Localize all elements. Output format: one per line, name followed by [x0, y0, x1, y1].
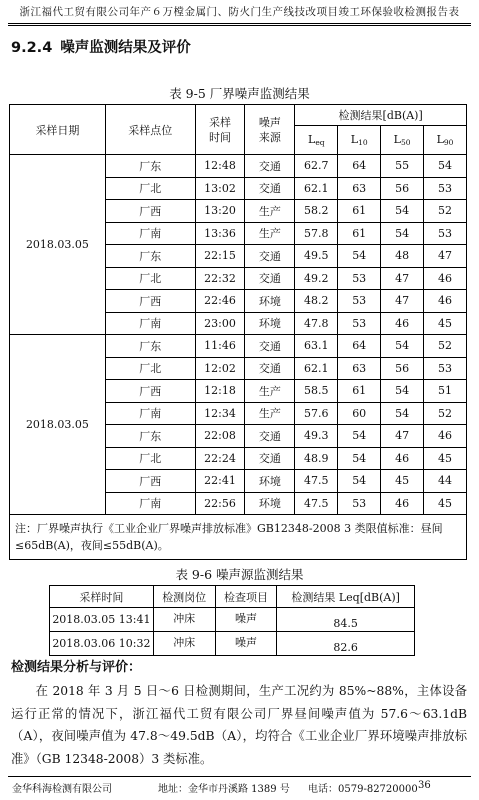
header-l10-sub: 10: [358, 138, 368, 147]
l50-cell: 46: [381, 492, 424, 515]
l50-cell: 54: [381, 335, 424, 358]
table-row: [10, 155, 467, 178]
sample-time-cell: 2018.03.06 10:32: [50, 632, 154, 656]
noise-source-cell: 交通: [245, 335, 295, 358]
noise-source-cell: 生产: [245, 200, 295, 223]
l10-cell: 53: [338, 312, 381, 335]
header-rule-thin: [8, 25, 471, 26]
l90-cell: 44: [424, 470, 467, 493]
header-result: 检测结果 Leq[dB(A)]: [277, 586, 415, 608]
header-l10-main: L: [350, 133, 359, 146]
page-footer: [8, 780, 471, 796]
footer-address: 地址：金华市丹溪路 1389 号: [158, 784, 290, 795]
sample-point-cell: 厂东: [105, 425, 195, 448]
leq-cell: 49.3: [295, 425, 338, 448]
detection-post-cell: 冲床: [153, 632, 215, 656]
header-noise-source-line1: 噪声: [258, 115, 281, 129]
sample-point-cell: 厂西: [105, 290, 195, 313]
sample-point-cell: 厂北: [105, 447, 195, 470]
sample-point-cell: 厂南: [105, 492, 195, 515]
l90-cell: 53: [424, 357, 467, 380]
sample-point-cell: 厂西: [105, 380, 195, 403]
sample-time-cell: 22:41: [195, 470, 245, 493]
l50-cell: 56: [381, 357, 424, 380]
leq-cell: 57.6: [295, 402, 338, 425]
table-row: [50, 608, 415, 632]
sample-time-cell: 22:56: [195, 492, 245, 515]
l50-cell: 54: [381, 200, 424, 223]
table-row: [10, 335, 467, 358]
l50-cell: 54: [381, 380, 424, 403]
l50-cell: 47: [381, 425, 424, 448]
l50-cell: 46: [381, 447, 424, 470]
l10-cell: 54: [338, 425, 381, 448]
leq-cell: 58.5: [295, 380, 338, 403]
header-l10: [338, 126, 381, 155]
noise-source-cell: 交通: [245, 245, 295, 268]
sample-point-cell: 厂北: [105, 267, 195, 290]
sample-point-cell: 厂北: [105, 177, 195, 200]
header-detection-post: 检测岗位: [153, 586, 215, 608]
l10-cell: 54: [338, 245, 381, 268]
header-noise-source-line2: 来源: [258, 130, 281, 144]
sample-time-cell: 13:02: [195, 177, 245, 200]
sample-time-cell: 13:20: [195, 200, 245, 223]
sample-time-cell: 12:18: [195, 380, 245, 403]
footer-page-number: 36: [418, 780, 431, 791]
sample-point-cell: 厂西: [105, 200, 195, 223]
sample-time-cell: 2018.03.05 13:41: [50, 608, 154, 632]
noise-source-cell: 生产: [245, 402, 295, 425]
result-cell: 84.5: [277, 608, 415, 632]
l10-cell: 54: [338, 447, 381, 470]
page-header: 浙江福代工贸有限公司年产６万樘金属门、防火门生产线技改项目竣工环保验收检测报告表: [19, 6, 460, 18]
sample-time-cell: 12:48: [195, 155, 245, 178]
noise-boundary-table: [9, 104, 467, 560]
l10-cell: 53: [338, 267, 381, 290]
section-heading: [11, 36, 191, 57]
sample-time-cell: 22:15: [195, 245, 245, 268]
leq-cell: 57.8: [295, 222, 338, 245]
detection-post-cell: 冲床: [153, 608, 215, 632]
sample-point-cell: 厂南: [105, 402, 195, 425]
sample-point-cell: 厂东: [105, 335, 195, 358]
noise-source-cell: 环境: [245, 290, 295, 313]
l90-cell: 45: [424, 447, 467, 470]
l50-cell: 54: [381, 402, 424, 425]
sample-time-cell: 12:34: [195, 402, 245, 425]
sample-time-cell: 22:46: [195, 290, 245, 313]
noise-source-cell: 交通: [245, 425, 295, 448]
noise-source-cell: 交通: [245, 177, 295, 200]
noise-source-cell: 交通: [245, 155, 295, 178]
l10-cell: 53: [338, 492, 381, 515]
l50-cell: 46: [381, 312, 424, 335]
l90-cell: 52: [424, 335, 467, 358]
l90-cell: 53: [424, 177, 467, 200]
table2-caption: 表 9-6 噪声源监测结果: [175, 567, 304, 582]
footer-rule: [8, 776, 471, 777]
noise-source-cell: 交通: [245, 267, 295, 290]
l10-cell: 63: [338, 177, 381, 200]
leq-cell: 49.5: [295, 245, 338, 268]
sample-point-cell: 厂东: [105, 245, 195, 268]
sample-point-cell: 厂南: [105, 222, 195, 245]
l90-cell: 47: [424, 245, 467, 268]
l90-cell: 52: [424, 200, 467, 223]
result-cell: 82.6: [277, 632, 415, 656]
leq-cell: 47.5: [295, 492, 338, 515]
table1-caption: 表 9-5 厂界噪声监测结果: [169, 86, 310, 101]
header-noise-source: [245, 105, 295, 155]
header-l50-sub: 50: [400, 138, 411, 147]
header-check-item: 检查项目: [215, 586, 277, 608]
header-l90-main: L: [436, 133, 444, 146]
sample-point-cell: 厂北: [105, 357, 195, 380]
noise-source-cell: 交通: [245, 447, 295, 470]
l10-cell: 61: [338, 200, 381, 223]
table1-note: 注：厂界噪声执行《工业企业厂界噪声排放标准》GB12348-2008 3 类限值标准：昼间≤65dB(A)，夜间≤55dB(A)。: [10, 515, 467, 560]
header-l90: [424, 126, 467, 155]
noise-source-cell: 生产: [245, 380, 295, 403]
header-sample-point: 采样点位: [105, 105, 195, 155]
analysis-heading: 检测结果分析与评价：: [11, 660, 142, 675]
header-sample-time: [195, 105, 245, 155]
l90-cell: 52: [424, 402, 467, 425]
leq-cell: 62.1: [295, 177, 338, 200]
l10-cell: 53: [338, 290, 381, 313]
l50-cell: 54: [381, 222, 424, 245]
l90-cell: 53: [424, 222, 467, 245]
footer-company: 金华科海检测有限公司: [12, 784, 112, 795]
check-item-cell: 噪声: [215, 608, 277, 632]
sample-date-cell: 2018.03.05: [10, 155, 106, 335]
l50-cell: 55: [381, 155, 424, 178]
header-leq-main: L: [308, 133, 316, 146]
sample-time-cell: 22:08: [195, 425, 245, 448]
noise-source-cell: 环境: [245, 312, 295, 335]
header-sample-date: 采样日期: [10, 105, 106, 155]
l10-cell: 64: [338, 155, 381, 178]
noise-source-cell: 交通: [245, 357, 295, 380]
leq-cell: 47.5: [295, 470, 338, 493]
leq-cell: 63.1: [295, 335, 338, 358]
l90-cell: 46: [424, 267, 467, 290]
header-sample-time-line2: 时间: [209, 130, 232, 144]
header-leq-sub: eq: [315, 138, 325, 147]
l90-cell: 46: [424, 425, 467, 448]
analysis-body: [11, 680, 467, 770]
sample-time-cell: 13:36: [195, 222, 245, 245]
header-sample-time-line1: 采样: [209, 115, 232, 129]
l90-cell: 45: [424, 492, 467, 515]
analysis-paragraph: 在 2018 年 3 月 5 日～6 日检测期间，生产工况约为 85%~88%，主体设备运行正常的情况下，浙江福代工贸有限公司厂界昼间噪声值为 57.6～63.1dB（A），夜间噪声值为 47.8～49.5dB（A），均符合《工业企业厂界环境噪声排放标准》（GB 12348-2008）3 类标准。: [11, 684, 467, 766]
l90-cell: 54: [424, 155, 467, 178]
l90-cell: 45: [424, 312, 467, 335]
l90-cell: 51: [424, 380, 467, 403]
l10-cell: 54: [338, 470, 381, 493]
table-row: [50, 632, 415, 656]
section-title: 噪声监测结果及评价: [60, 40, 191, 56]
footer-phone: 电话：0579-82720000: [308, 784, 418, 795]
header-rule: [8, 23, 471, 24]
l50-cell: 56: [381, 177, 424, 200]
noise-source-table: [49, 585, 415, 656]
noise-source-cell: 环境: [245, 470, 295, 493]
l50-cell: 48: [381, 245, 424, 268]
leq-cell: 48.9: [295, 447, 338, 470]
leq-cell: 58.2: [295, 200, 338, 223]
l90-cell: 46: [424, 290, 467, 313]
header-l90-sub: 90: [443, 138, 454, 147]
header-leq: [295, 126, 338, 155]
header-l50: [381, 126, 424, 155]
leq-cell: 49.2: [295, 267, 338, 290]
sample-date-cell: 2018.03.05: [10, 335, 106, 515]
l10-cell: 61: [338, 380, 381, 403]
l10-cell: 60: [338, 402, 381, 425]
l50-cell: 47: [381, 267, 424, 290]
leq-cell: 47.8: [295, 312, 338, 335]
header-results: 检测结果[dB(A)]: [295, 105, 467, 126]
check-item-cell: 噪声: [215, 632, 277, 656]
noise-source-cell: 生产: [245, 222, 295, 245]
l10-cell: 63: [338, 357, 381, 380]
l50-cell: 45: [381, 470, 424, 493]
sample-time-cell: 22:24: [195, 447, 245, 470]
sample-time-cell: 23:00: [195, 312, 245, 335]
leq-cell: 62.1: [295, 357, 338, 380]
leq-cell: 62.7: [295, 155, 338, 178]
sample-time-cell: 22:32: [195, 267, 245, 290]
noise-source-cell: 环境: [245, 492, 295, 515]
sample-time-cell: 11:46: [195, 335, 245, 358]
l10-cell: 64: [338, 335, 381, 358]
header-sample-time: 采样时间: [50, 586, 154, 608]
l50-cell: 47: [381, 290, 424, 313]
sample-time-cell: 12:02: [195, 357, 245, 380]
section-number: 9.2.4: [11, 40, 53, 56]
leq-cell: 48.2: [295, 290, 338, 313]
header-l50-main: L: [393, 133, 401, 146]
l10-cell: 61: [338, 222, 381, 245]
sample-point-cell: 厂东: [105, 155, 195, 178]
sample-point-cell: 厂南: [105, 312, 195, 335]
sample-point-cell: 厂西: [105, 470, 195, 493]
